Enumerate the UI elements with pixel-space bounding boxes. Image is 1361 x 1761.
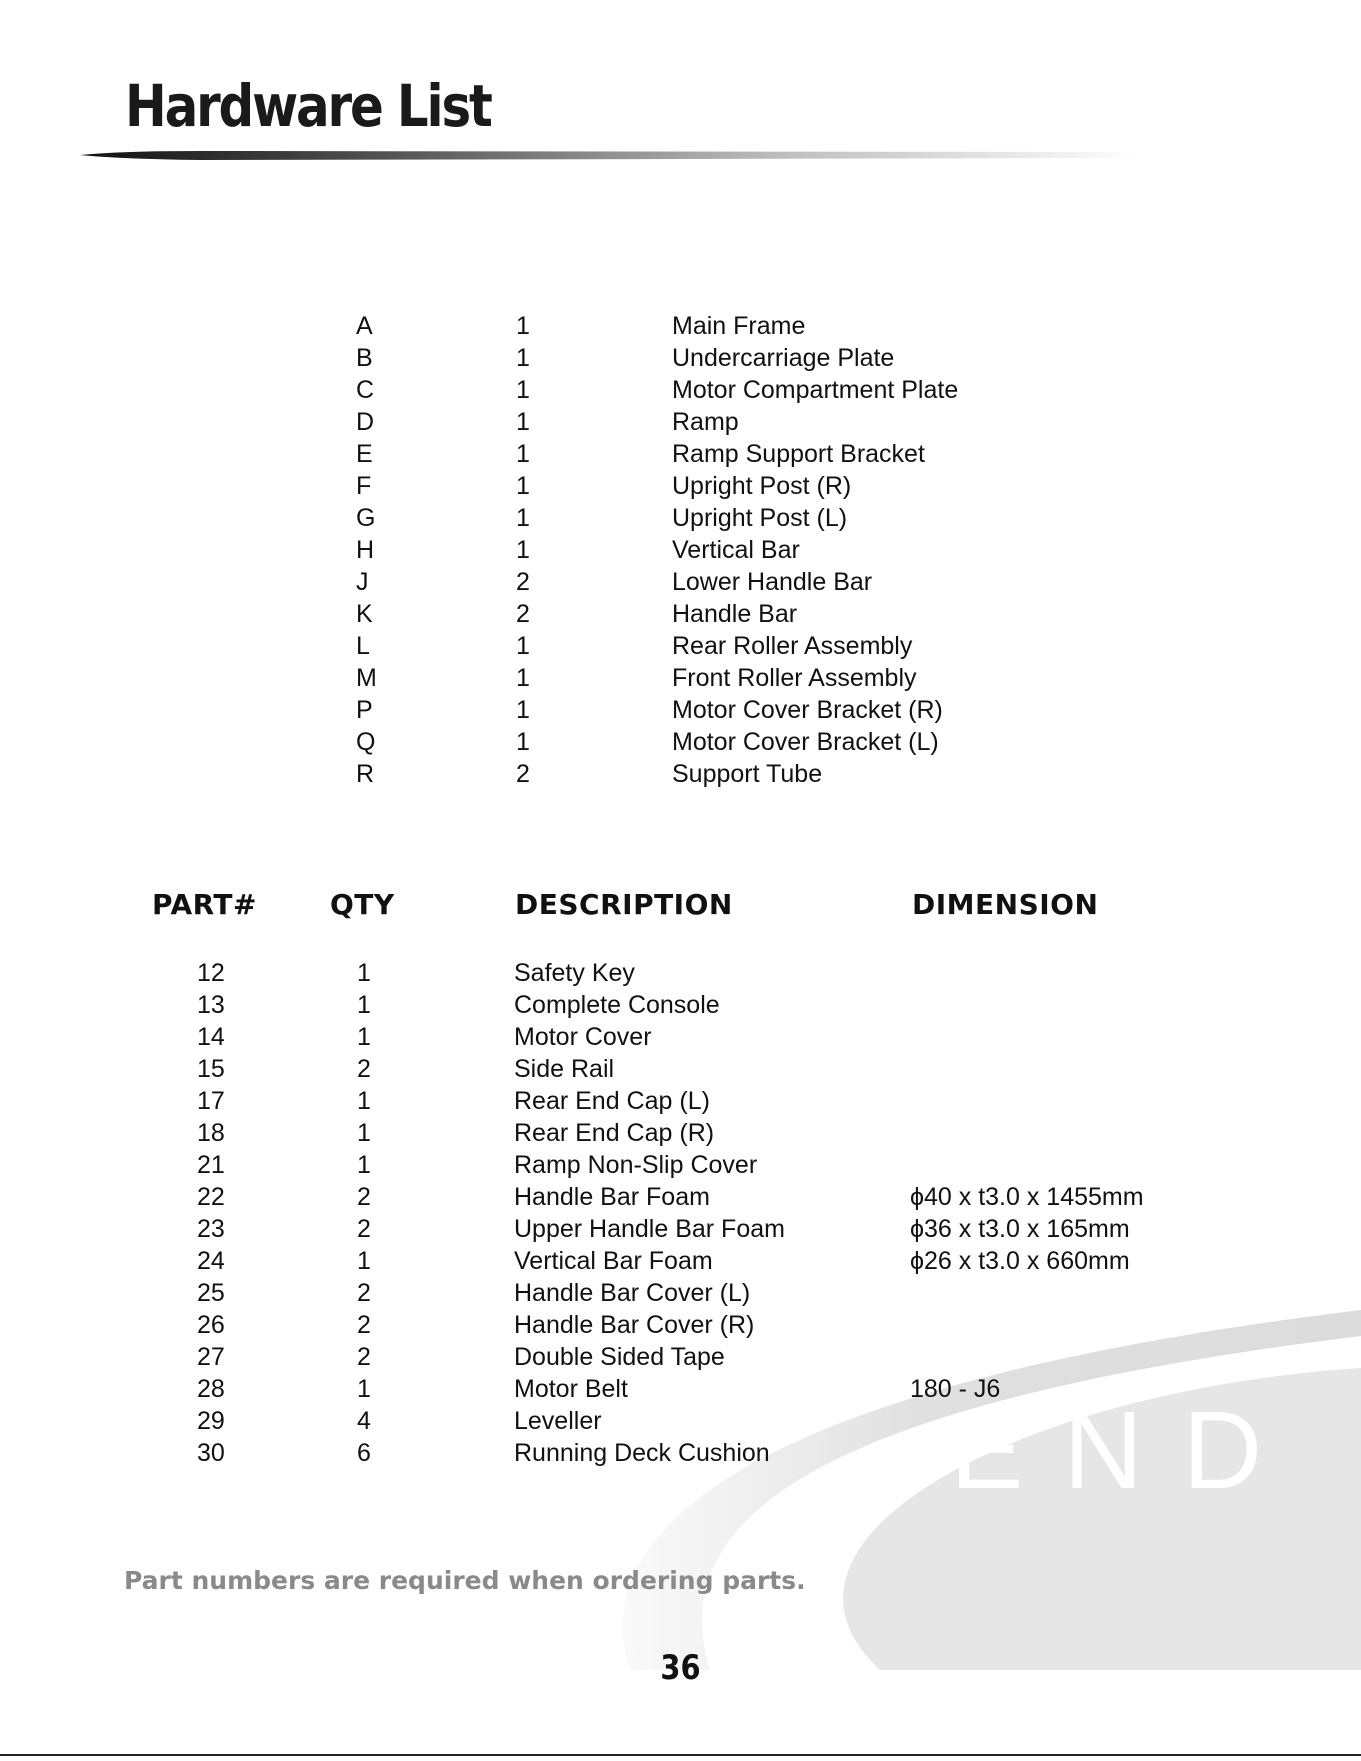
part-description: Rear End Cap (L) bbox=[514, 1087, 710, 1115]
part-qty: 1 bbox=[516, 472, 530, 500]
part-letter: D bbox=[356, 408, 375, 436]
part-qty: 1 bbox=[516, 440, 530, 468]
part-number: 18 bbox=[197, 1119, 225, 1147]
part-description: Upright Post (L) bbox=[672, 504, 848, 532]
part-description: Vertical Bar Foam bbox=[514, 1247, 713, 1275]
part-qty: 1 bbox=[516, 408, 530, 436]
part-dimension: 180 - J6 bbox=[910, 1375, 1001, 1403]
part-number: 17 bbox=[197, 1087, 225, 1115]
part-description: Undercarriage Plate bbox=[672, 344, 895, 372]
part-letter: L bbox=[356, 632, 370, 660]
part-description: Leveller bbox=[514, 1407, 602, 1435]
part-description: Ramp bbox=[672, 408, 739, 436]
part-qty: 1 bbox=[357, 1375, 371, 1403]
part-description: Upper Handle Bar Foam bbox=[514, 1215, 785, 1243]
part-description: Front Roller Assembly bbox=[672, 664, 917, 692]
part-qty: 6 bbox=[357, 1439, 371, 1467]
part-qty: 2 bbox=[357, 1183, 371, 1211]
part-qty: 1 bbox=[516, 344, 530, 372]
header-dimension: DIMENSION bbox=[912, 888, 1099, 921]
part-qty: 2 bbox=[516, 760, 530, 788]
part-description: Side Rail bbox=[514, 1055, 615, 1083]
part-description: Motor Belt bbox=[514, 1375, 628, 1403]
part-qty: 1 bbox=[516, 664, 530, 692]
part-number: 30 bbox=[197, 1439, 225, 1467]
part-number: 21 bbox=[197, 1151, 225, 1179]
part-description: Main Frame bbox=[672, 312, 806, 340]
bottom-rule bbox=[0, 1754, 1361, 1756]
part-qty: 2 bbox=[357, 1279, 371, 1307]
part-description: Rear Roller Assembly bbox=[672, 632, 913, 660]
part-number: 29 bbox=[197, 1407, 225, 1435]
part-letter: F bbox=[356, 472, 372, 500]
part-letter: R bbox=[356, 760, 375, 788]
part-number: 26 bbox=[197, 1311, 225, 1339]
page-number: 36 bbox=[660, 1648, 701, 1688]
part-description: Upright Post (R) bbox=[672, 472, 852, 500]
part-qty: 1 bbox=[516, 632, 530, 660]
part-description: Motor Compartment Plate bbox=[672, 376, 959, 404]
part-number: 27 bbox=[197, 1343, 225, 1371]
part-description: Motor Cover bbox=[514, 1023, 652, 1051]
part-description: Rear End Cap (R) bbox=[514, 1119, 715, 1147]
part-qty: 4 bbox=[357, 1407, 371, 1435]
part-qty: 1 bbox=[357, 959, 371, 987]
part-dimension: ϕ40 x t3.0 x 1455mm bbox=[910, 1183, 1144, 1211]
part-description: Motor Cover Bracket (L) bbox=[672, 728, 939, 756]
part-description: Handle Bar Foam bbox=[514, 1183, 710, 1211]
part-number: 24 bbox=[197, 1247, 225, 1275]
part-qty: 2 bbox=[357, 1343, 371, 1371]
part-description: Support Tube bbox=[672, 760, 823, 788]
part-number: 14 bbox=[197, 1023, 225, 1051]
part-number: 15 bbox=[197, 1055, 225, 1083]
part-number: 12 bbox=[197, 959, 225, 987]
header-description: DESCRIPTION bbox=[515, 888, 733, 921]
part-qty: 1 bbox=[357, 1119, 371, 1147]
part-description: Handle Bar Cover (R) bbox=[514, 1311, 755, 1339]
part-letter: C bbox=[356, 376, 375, 404]
part-description: Handle Bar Cover (L) bbox=[514, 1279, 751, 1307]
part-description: Running Deck Cushion bbox=[514, 1439, 770, 1467]
part-qty: 1 bbox=[357, 1247, 371, 1275]
part-qty: 1 bbox=[516, 504, 530, 532]
part-qty: 2 bbox=[357, 1055, 371, 1083]
title-underline bbox=[80, 150, 1140, 164]
part-qty: 1 bbox=[357, 1023, 371, 1051]
part-description: Double Sided Tape bbox=[514, 1343, 725, 1371]
part-letter: E bbox=[356, 440, 373, 468]
part-letter: P bbox=[356, 696, 373, 724]
header-part: PART# bbox=[152, 888, 257, 921]
part-number: 22 bbox=[197, 1183, 225, 1211]
part-description: Complete Console bbox=[514, 991, 720, 1019]
watermark-text: END bbox=[950, 1389, 1303, 1512]
part-letter: H bbox=[356, 536, 375, 564]
part-letter: G bbox=[356, 504, 376, 532]
part-qty: 1 bbox=[357, 1151, 371, 1179]
part-qty: 1 bbox=[516, 728, 530, 756]
part-qty: 1 bbox=[357, 1087, 371, 1115]
part-description: Ramp Non-Slip Cover bbox=[514, 1151, 758, 1179]
part-letter: M bbox=[356, 664, 377, 692]
part-description: Motor Cover Bracket (R) bbox=[672, 696, 943, 724]
part-qty: 1 bbox=[516, 312, 530, 340]
part-number: 23 bbox=[197, 1215, 225, 1243]
part-letter: Q bbox=[356, 728, 376, 756]
part-letter: J bbox=[356, 568, 369, 596]
part-qty: 1 bbox=[357, 991, 371, 1019]
part-qty: 1 bbox=[516, 376, 530, 404]
part-letter: A bbox=[356, 312, 373, 340]
part-description: Ramp Support Bracket bbox=[672, 440, 925, 468]
part-qty: 2 bbox=[516, 568, 530, 596]
header-qty: QTY bbox=[330, 888, 395, 921]
part-description: Lower Handle Bar bbox=[672, 568, 873, 596]
ordering-note: Part numbers are required when ordering parts. bbox=[124, 1566, 806, 1595]
part-qty: 2 bbox=[357, 1311, 371, 1339]
part-letter: K bbox=[356, 600, 373, 628]
part-dimension: ϕ26 x t3.0 x 660mm bbox=[910, 1247, 1130, 1275]
part-description: Safety Key bbox=[514, 959, 635, 987]
part-letter: B bbox=[356, 344, 373, 372]
part-number: 28 bbox=[197, 1375, 225, 1403]
part-qty: 2 bbox=[516, 600, 530, 628]
page-title: Hardware List bbox=[125, 72, 491, 140]
part-qty: 1 bbox=[516, 696, 530, 724]
part-number: 13 bbox=[197, 991, 225, 1019]
part-number: 25 bbox=[197, 1279, 225, 1307]
part-qty: 1 bbox=[516, 536, 530, 564]
part-qty: 2 bbox=[357, 1215, 371, 1243]
part-description: Vertical Bar bbox=[672, 536, 800, 564]
part-description: Handle Bar bbox=[672, 600, 798, 628]
part-dimension: ϕ36 x t3.0 x 165mm bbox=[910, 1215, 1130, 1243]
